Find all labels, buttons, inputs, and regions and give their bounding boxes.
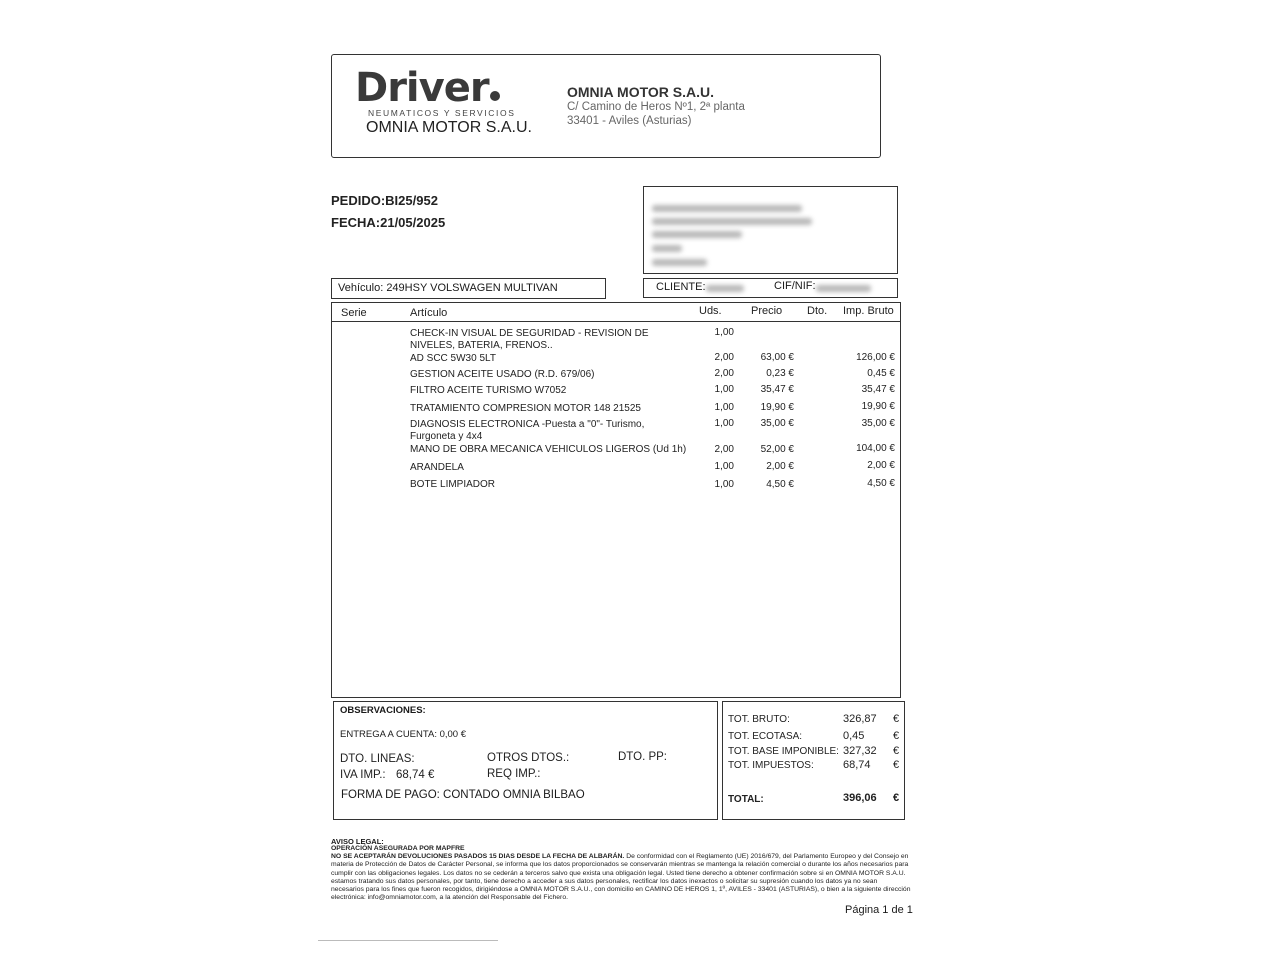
redacted-line (652, 231, 742, 238)
item-amount: 126,00 € (856, 352, 895, 363)
item-description: CHECK-IN VISUAL DE SEGURIDAD - REVISION DE NIVELES, BATERIA, FRENOS.. (410, 328, 649, 351)
surcharge-label: REQ IMP.: (487, 768, 541, 780)
total-tax-base-value: 327,32 (843, 745, 877, 757)
client-label: CLIENTE: (656, 281, 706, 293)
item-description: GESTION ACEITE USADO (R.D. 679/06) (410, 369, 595, 380)
grand-total-value: 396,06 (843, 792, 877, 804)
item-price: 35,00 € (760, 418, 794, 429)
item-description: ARANDELA (410, 462, 464, 473)
item-quantity: 2,00 (714, 368, 734, 379)
item-price: 35,47 € (760, 384, 794, 395)
item-description: TRATAMIENTO COMPRESION MOTOR 148 21525 (410, 403, 641, 414)
redacted-client-id (706, 285, 744, 292)
currency-symbol: € (893, 792, 900, 804)
company-address-line2: 33401 - Aviles (Asturias) (567, 115, 692, 127)
item-amount: 35,00 € (861, 418, 895, 429)
logo-tagline: NEUMATICOS Y SERVICIOS (368, 108, 516, 118)
grand-total-label: TOTAL: (728, 794, 764, 805)
item-description: DIAGNOSIS ELECTRONICA -Puesta a "0"- Turismo, Furgoneta y 4x4 (410, 419, 645, 442)
item-description: BOTE LIMPIADOR (410, 479, 496, 490)
column-header-serie: Serie (341, 307, 367, 319)
total-ecotax-label: TOT. ECOTASA: (728, 731, 803, 742)
table-header-divider (331, 321, 901, 322)
item-quantity: 1,00 (714, 418, 734, 429)
total-gross-value: 326,87 (843, 713, 877, 725)
currency-symbol: € (893, 759, 900, 771)
item-amount: 0,45 € (867, 368, 895, 379)
item-quantity: 2,00 (714, 352, 734, 363)
line-discount-label: DTO. LINEAS: (340, 753, 415, 765)
item-amount: 4,50 € (867, 478, 895, 489)
column-header-imp-bruto: Imp. Bruto (843, 305, 894, 317)
company-address-line1: C/ Camino de Heros Nº1, 2ª planta (567, 101, 745, 113)
item-quantity: 1,00 (714, 402, 734, 413)
legal-returns: NO SE ACEPTARÁN DEVOLUCIONES PASADOS 15 DIAS DESDE LA FECHA DE ALBARÁN. (331, 853, 625, 861)
page-number: Página 1 de 1 (845, 904, 913, 916)
item-price: 0,23 € (766, 368, 794, 379)
item-quantity: 1,00 (714, 327, 734, 338)
prompt-payment-discount-label: DTO. PP: (618, 751, 667, 763)
item-amount: 2,00 € (867, 460, 895, 471)
company-name: OMNIA MOTOR S.A.U. (567, 84, 714, 100)
vehicle-info: Vehículo: 249HSY VOLSWAGEN MULTIVAN (338, 282, 558, 294)
vat-value: 68,74 € (396, 769, 435, 781)
column-header-articulo: Artículo (410, 307, 448, 319)
vat-label: IVA IMP.: (340, 769, 386, 781)
cif-label: CIF/NIF: (774, 280, 816, 292)
total-ecotax-value: 0,45 (843, 730, 865, 742)
total-gross-label: TOT. BRUTO: (728, 714, 790, 725)
customer-address-box (643, 186, 898, 274)
total-taxes-value: 68,74 (843, 759, 871, 771)
order-number: PEDIDO:BI25/952 (331, 193, 438, 208)
bottom-rule (318, 940, 498, 941)
item-quantity: 2,00 (714, 444, 734, 455)
currency-symbol: € (893, 730, 900, 742)
item-price: 52,00 € (760, 444, 794, 455)
legal-body: De conformidad con el Reglamento (UE) 2016/679, del Parlamento Europeo y del Consejo en materia de Protección de Datos de Carácter Personal, se informa que los datos proporcionados se conservarán mientras se mantenga la relación comercial o durante los años necesarios para cumplir con las obligaciones legales. Los datos no se cederán a terceros salvo que exista una obligación legal. Usted tiene derecho a obtener confirmación sobre si en OMNIA MOTOR S.A.U. estamos tratando sus datos personales, por tanto, tiene derecho a acceder a sus datos personales, rectificar los datos inexactos o solicitar su supresión cuando los datos ya no sean necesarios para los fines que fueron recogidos, dirigiéndose a OMNIA MOTOR S.A.U., con domicilio en CAMINO DE HEROS 1, 1º, AVILES - 33401 (ASTURIAS), o bien a la siguiente dirección electrónica: info@omniamotor.com, a la atención del Responsable del Fichero. (331, 853, 911, 902)
column-header-precio: Precio (751, 305, 783, 317)
item-price: 63,00 € (760, 352, 794, 363)
redacted-line (652, 218, 812, 225)
item-description: MANO DE OBRA MECANICA VEHICULOS LIGEROS (Ud 1h) (410, 444, 687, 455)
item-price: 4,50 € (766, 479, 794, 490)
column-header-dto: Dto. (807, 305, 828, 317)
payment-method: FORMA DE PAGO: CONTADO OMNIA BILBAO (341, 789, 585, 801)
redacted-line (652, 245, 682, 252)
logo-dot-icon (490, 91, 500, 101)
item-amount: 35,47 € (861, 384, 895, 395)
redacted-line (652, 259, 707, 266)
redacted-line (652, 205, 802, 212)
currency-symbol: € (893, 745, 900, 757)
item-description: FILTRO ACEITE TURISMO W7052 (410, 385, 567, 396)
advance-payment: ENTREGA A CUENTA: 0,00 € (340, 729, 467, 740)
legal-notice (331, 845, 911, 902)
item-quantity: 1,00 (714, 384, 734, 395)
legal-insurance: OPERACIÓN ASEGURADA POR MAPFRE (331, 845, 465, 852)
item-price: 2,00 € (766, 461, 794, 472)
item-amount: 19,90 € (861, 401, 895, 412)
item-quantity: 1,00 (714, 479, 734, 490)
total-tax-base-label: TOT. BASE IMPONIBLE: (728, 746, 839, 757)
legal-title: AVISO LEGAL: (331, 837, 384, 846)
driver-logo (355, 65, 500, 111)
item-amount: 104,00 € (856, 443, 895, 454)
item-price: 19,90 € (760, 402, 794, 413)
currency-symbol: € (893, 713, 900, 725)
column-header-uds: Uds. (699, 305, 722, 317)
observations-title: OBSERVACIONES: (340, 705, 426, 716)
logo-company: OMNIA MOTOR S.A.U. (366, 119, 532, 136)
other-discounts-label: OTROS DTOS.: (487, 752, 570, 764)
item-description: AD SCC 5W30 5LT (410, 353, 496, 364)
order-date: FECHA:21/05/2025 (331, 215, 446, 230)
total-taxes-label: TOT. IMPUESTOS: (728, 760, 814, 771)
redacted-cif (816, 285, 871, 292)
brand-text: Driver (355, 65, 489, 111)
item-quantity: 1,00 (714, 461, 734, 472)
